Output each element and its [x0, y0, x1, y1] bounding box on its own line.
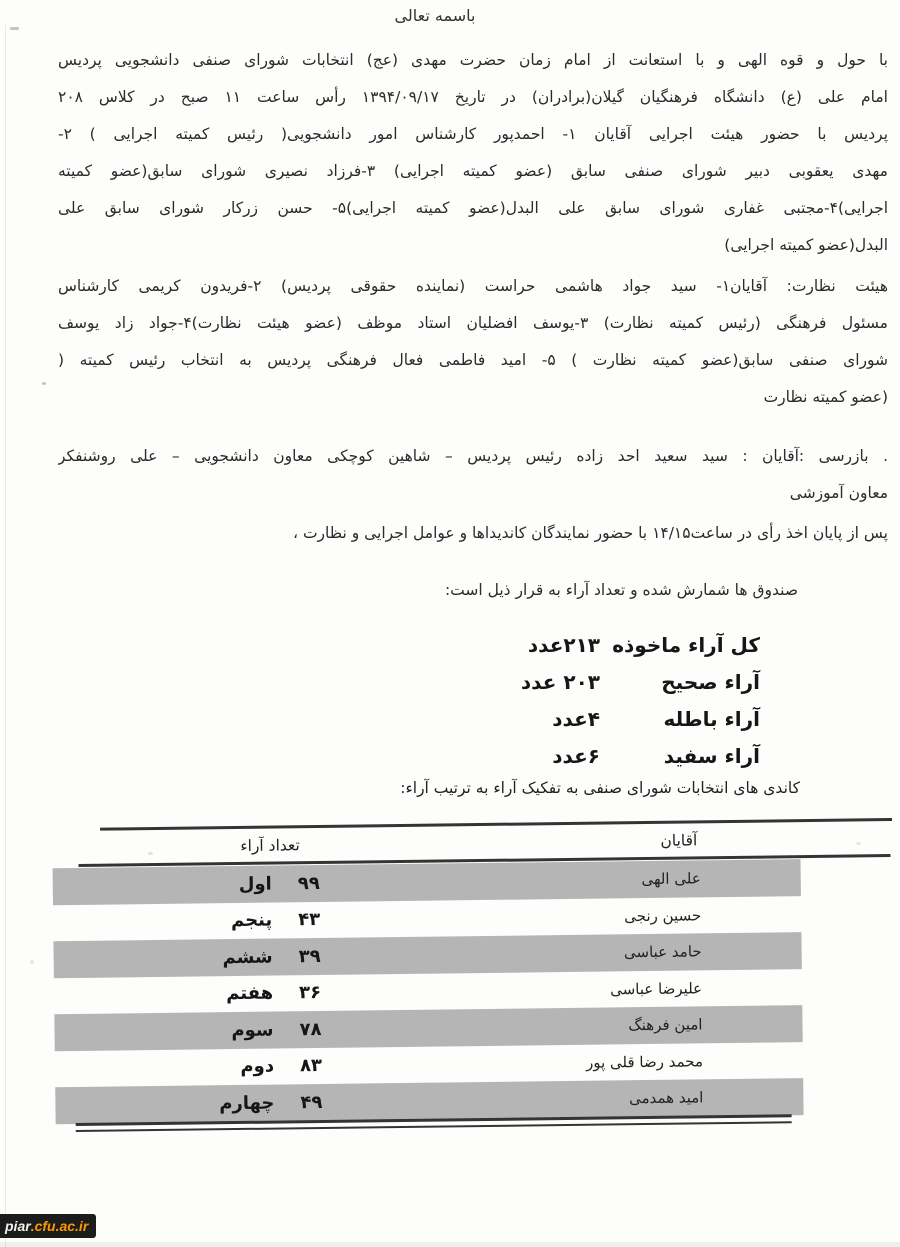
header-names: آقایان	[660, 831, 698, 850]
watermark-prefix: piar	[5, 1218, 31, 1234]
candidate-name: امید همدمی	[628, 1088, 704, 1108]
candidate-name: حامد عباسی	[623, 942, 702, 962]
bismillah-heading: باسمه تعالی	[394, 6, 476, 25]
rank-label: ششم	[222, 946, 273, 968]
summary-value: ۴عدد	[552, 707, 600, 731]
summary-value: ۲۰۳ عدد	[520, 670, 600, 694]
inspection-line: . بازرسی :آقایان : سید سعید احد زاده رئیس پردیس – شاهین کوچکی معاون دانشجویی – علی روشنفکر	[58, 447, 888, 465]
summary-row	[510, 664, 760, 701]
summary-row	[510, 701, 760, 738]
supervision-line: هیئت نظارت: آقایان۱- سید جواد هاشمی حراست (نماینده حقوقی پردیس) ۲-فریدون کریمی کارشناس	[58, 277, 888, 295]
rank-label: چهارم	[219, 1092, 275, 1114]
candidate-name: علیرضا عباسی	[610, 978, 703, 998]
rank-label: هفتم	[226, 982, 274, 1005]
vote-count: ۹۹	[297, 872, 320, 895]
candidate-votes-cell	[150, 1084, 322, 1123]
vote-count: ۴۹	[300, 1091, 323, 1113]
scan-bottom-shadow	[0, 1242, 900, 1247]
rank-label: پنجم	[230, 909, 273, 932]
intro-line: اجرایی)۴-مجتبی غفاری شورای سابق علی البدل(عضو کمیته اجرایی)۵- حسن زرکار شورای سابق علی	[58, 199, 888, 217]
intro-line: پردیس با حضور هیئت اجرایی آقایان ۱- احمدپور کارشناس امور دانشجویی( رئیس کمیته اجرایی ) ۲-	[58, 125, 888, 143]
candidate-name: امین فرهنگ	[628, 1015, 703, 1035]
candidate-name: علی الهی	[641, 869, 701, 889]
intro-line: البدل(عضو کمیته اجرایی)	[724, 236, 888, 254]
results-table-caption: کاندی های انتخابات شورای صنفی به تفکیک آراء به ترتیب آراء:	[400, 779, 800, 797]
candidate-votes-cell	[149, 1011, 321, 1050]
candidate-votes-cell	[148, 901, 320, 940]
summary-row	[510, 627, 760, 664]
vote-close-line: پس از پایان اخذ رأی در ساعت۱۴/۱۵ با حضور نمایندگان کاندیداها و عوامل اجرایی و نظارت ،	[293, 524, 888, 542]
candidate-name: محمد رضا قلی پور	[585, 1051, 704, 1072]
rank-label: اول	[238, 873, 272, 895]
supervision-line: (عضو کمیته نظارت	[763, 388, 888, 406]
candidate-votes-cell	[148, 865, 320, 904]
rank-label: سوم	[231, 1019, 274, 1041]
summary-row	[510, 738, 760, 775]
supervision-line: شورای صنفی سابق(عضو کمیته نظارت ) ۵- امید فاطمی فعال فرهنگی پردیس به انتخاب رئیس کمیته (	[58, 351, 888, 369]
scan-speckle	[10, 27, 19, 30]
watermark-domain: .cfu.ac.ir	[30, 1218, 89, 1234]
vote-summary	[510, 627, 760, 775]
scan-speckle	[42, 382, 46, 385]
intro-line: امام علی (ع) دانشگاه فرهنگیان گیلان(برادران) در تاریخ ۱۳۹۴/۰۹/۱۷ رأس ساعت ۱۱ صبح در کلاس ۲۰۸	[58, 88, 888, 106]
vote-count: ۳۹	[298, 945, 321, 968]
vote-count: ۸۳	[299, 1055, 323, 1077]
inspection-paragraph	[58, 438, 888, 512]
candidate-votes-cell	[150, 1047, 322, 1086]
results-table	[52, 818, 896, 1138]
header-votes: تعداد آراء	[240, 836, 300, 855]
candidate-votes-cell	[148, 938, 320, 977]
vote-count: ۴۳	[298, 909, 321, 931]
rank-label: دوم	[240, 1055, 275, 1078]
candidate-votes-cell	[149, 974, 321, 1013]
summary-label: کل آراء ماخوذه	[612, 633, 760, 657]
site-watermark	[0, 1214, 96, 1238]
summary-label: آراء صحیح	[661, 670, 760, 694]
inspection-line: معاون آموزشی	[789, 484, 888, 502]
vote-count: ۳۶	[298, 982, 322, 1004]
summary-value: ۶عدد	[552, 744, 600, 768]
intro-line: با حول و قوه الهی و با استعانت از امام زمان حضرت مهدی (عج) انتخابات شورای صنفی دانشجویی پردیس	[58, 51, 888, 69]
candidate-name: حسین رنجی	[624, 905, 702, 925]
vote-count: ۷۸	[299, 1018, 322, 1041]
intro-paragraph	[58, 42, 888, 264]
summary-label: آراء سفید	[663, 744, 760, 768]
summary-label: آراء باطله	[663, 707, 760, 731]
scan-edge-line	[5, 25, 6, 1247]
intro-line: مهدی یعقوبی دبیر شورای صنفی سابق (عضو کمیته اجرایی) ۳-فرزاد نصیری شورای سابق(عضو کمیته	[58, 162, 888, 180]
supervision-paragraph	[58, 268, 888, 416]
summary-value: ۲۱۳عدد	[527, 633, 600, 657]
supervision-line: مسئول فرهنگی (رئیس کمیته نظارت) ۳-یوسف افضلیان استاد موظف (عضو هیئت نظارت)۴-جواد زاد یوسف	[58, 314, 888, 332]
scan-speckle	[30, 960, 34, 964]
boxes-counted-line: صندوق ها شمارش شده و تعداد آراء به قرار ذیل است:	[444, 581, 798, 599]
